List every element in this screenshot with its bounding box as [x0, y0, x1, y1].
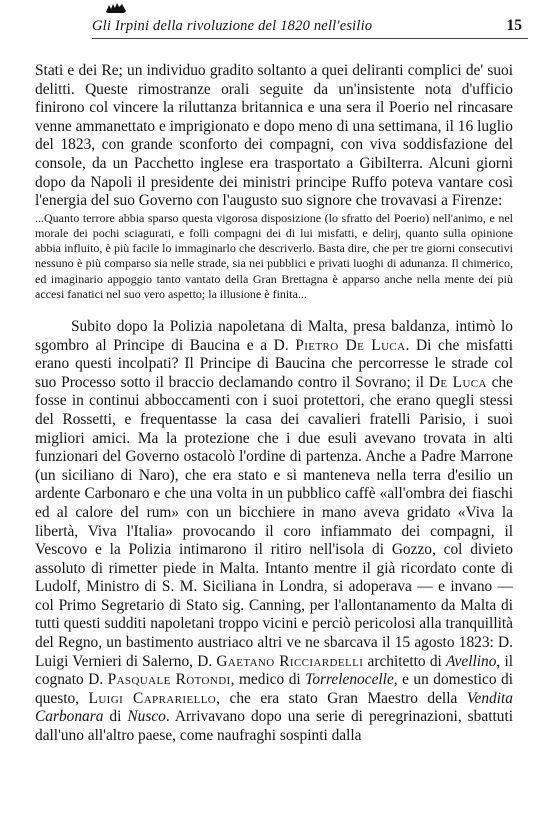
place-name: Avellino: [445, 652, 497, 670]
person-name: Luigi Caprariello: [88, 689, 217, 707]
person-name: De Luca: [428, 373, 487, 391]
place-name: Nusco: [127, 708, 166, 726]
block-quote: ...Quanto terrore abbia sparso questa vigorosa disposizione (lo sfratto del Poerio) nell'animo, e nel morale dei pochi sciagurati, e folli compagni dei di lui misfatti, e delirj, quanto sulla opinione abbia influito, è più facile lo immaginarlo che descriverlo. Basta dire, che per tre giorni consecutivi nessuno è più comparso sia nelle strade, sia nei pubblici e privati luoghi di adunanza. Il chimerico, ed imaginario appoggio tanto vantato della Gran Brettagna è apparso anche nella mente dei più accesi fanatici nel suo vero aspetto; la illusione è finita...: [35, 210, 513, 301]
person-name: Pasquale Rotondi: [107, 671, 231, 689]
person-name: Gaetano Ricciardelli: [216, 652, 364, 670]
body-text: [35, 62, 513, 746]
paragraph: Subito dopo la Polizia napoletana di Malta, presa baldanza, intimò lo sgombro al Principe di Baucina e a D. Pietro De Luca. Di che misfatti erano questi incolpati? Il Principe di Baucina che percorresse le strade col suo Processo sotto il braccio declamando contro il Sovrano; il De Luca che fosse in continui abboccamenti con i suoi protettori, che erano quegli stessi del Rossetti, e frequentasse la casa dei cavalieri fratelli Parisio, i suoi migliori amici. Ma la protezione che i due esuli avevano trovata in alti funzionari del Governo ostacolò l'ordine di partenza. Anche a Padre Marrone (un siciliano di Naro), che era stato e si manteneva nella terra d'esilio un ardente Carbonaro e che una volta in un pubblico caffè «all'ombra dei fiaschi ed al calore del rum» con un bicchiere in mano aveva gridato «Viva la libertà, Viva l'Italia» provocando il coro infiammato dei compagni, il Vescovo e la Polizia intimarono il ritiro nell'isola di Gozzo, col divieto assoluto di rimetter piede in Malta. Intanto mentre il già ricordato conte di Ludolf, Ministro di S. M. Siciliana in Londra, si adoperava — e invano — col Primo Segretario di Stato sig. Canning, per l'allontanamento da Malta di tutti questi sudditi napoletani troppo vicini e perciò pericolosi alla tranquillità del Regno, un bastimento austriaco altri ve ne sbarcava il 15 agosto 1823: D. Luigi Vernieri di Salerno, D. Gaetano Ricciardelli architetto di Avellino, il cognato D. Pasquale Rotondi, medico di Torrelenocelle, e un domestico di questo, Luigi Caprariello, che era stato Gran Maestro della Vendita Carbonara di Nusco. Arrivavano dopo una serie di peregrinazioni, sbattuti dall'uno all'altro paese, come naufraghi sospinti dalla: [35, 317, 514, 745]
paragraph-continued: Stati e dei Re; un individuo gradito soltanto a quei deliranti complici de' suoi delitti. Queste rimostranze orali seguite da un'insistente nota d'ufficio finirono col vincere la riluttanza britannica e una sera il Poerio nel rincasare venne ammanettato e imprigionato e dopo meno di una settimana, il 16 luglio del 1823, con grande sconforto dei compagni, con viva soddisfazione del console, da un Pacchetto inglese era trasportato a Gibilterra. Alcuni giorni dopo da Napoli il presidente dei ministri principe Ruffo poteva vantare così l'energia del suo Governo con l'augusto suo signore che trovavasi a Firenze:: [35, 62, 513, 210]
place-name: Torrelenocelle: [305, 671, 394, 689]
person-name: Pietro De Luca: [295, 336, 406, 354]
page-number: 15: [506, 17, 522, 34]
ink-blot-mark: [104, 2, 128, 14]
running-title: Gli Irpini della rivoluzione del 1820 nell'esilio: [92, 18, 373, 34]
lodge-name: Vendita Carbonara: [35, 689, 513, 726]
running-head: [92, 16, 528, 39]
